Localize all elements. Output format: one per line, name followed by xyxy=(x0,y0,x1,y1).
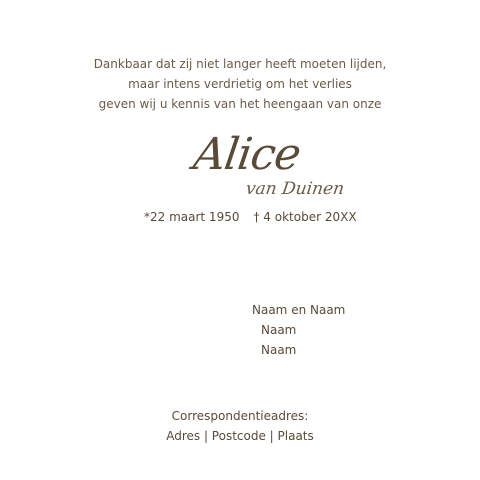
death-date: † 4 oktober 20XX xyxy=(253,210,357,224)
family-line-2: Naam xyxy=(261,323,297,337)
family-line-1: Naam en Naam xyxy=(252,303,346,317)
intro-line-2: maar intens verdrietig om het verlies xyxy=(128,77,352,91)
deceased-name xyxy=(190,130,380,205)
intro-text xyxy=(0,54,480,114)
last-name: van Duinen xyxy=(244,179,346,199)
family-names xyxy=(252,300,345,360)
family-line-3: Naam xyxy=(261,343,297,357)
life-dates xyxy=(144,209,357,225)
birth-date: *22 maart 1950 xyxy=(144,210,240,224)
intro-line-3: geven wij u kennis van het heengaan van onze xyxy=(98,97,382,111)
intro-line-1: Dankbaar dat zij niet langer heeft moeten lijden, xyxy=(93,57,387,71)
correspondence-address xyxy=(0,406,480,446)
correspondence-label: Correspondentieadres: xyxy=(171,409,309,423)
first-name: Alice xyxy=(190,129,304,180)
correspondence-address-line: Adres | Postcode | Plaats xyxy=(166,429,314,443)
